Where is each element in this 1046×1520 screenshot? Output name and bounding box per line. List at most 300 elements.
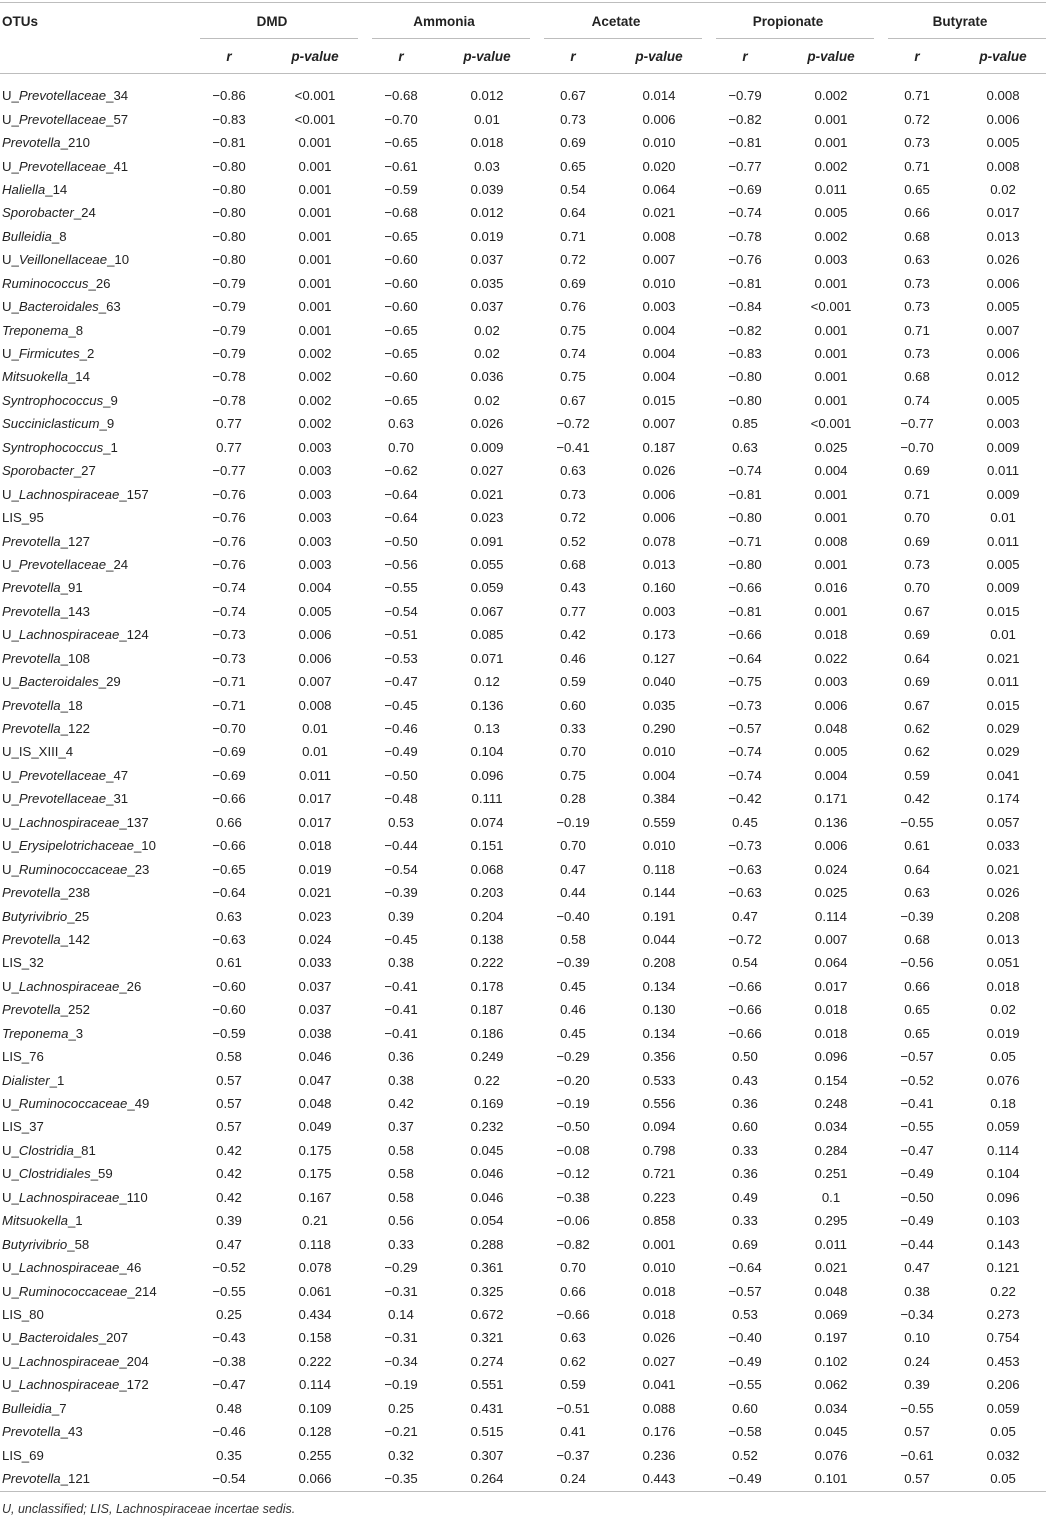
butyrate-r-cell: 0.63 [904, 885, 930, 901]
butyrate-p-value-cell: 0.015 [986, 697, 1020, 713]
otu-suffix: _172 [119, 1377, 149, 1393]
butyrate-r-cell: 0.10 [904, 1330, 930, 1346]
acetate-p-value-cell: 0.003 [642, 603, 676, 619]
propionate-p-value-cell: 0.011 [815, 181, 848, 197]
otu-suffix: _214 [127, 1283, 157, 1299]
otu-name [0, 1022, 186, 1045]
otu-taxon: Lachnospiraceae [18, 1353, 120, 1369]
propionate-p-value-cell: 0.003 [814, 252, 848, 268]
acetate-p-value-cell: 0.006 [642, 486, 676, 502]
propionate-r-cell: 0.36 [732, 1096, 758, 1112]
ammonia-r-cell: 0.53 [388, 814, 414, 830]
acetate-p-value-cell: 0.018 [642, 1283, 676, 1299]
propionate-r-cell: 0.47 [732, 908, 758, 924]
otu-suffix: _14 [67, 369, 90, 385]
acetate-r-cell: −0.72 [556, 416, 590, 432]
dmd-r-cell: −0.80 [212, 252, 246, 268]
otu-taxon: Prevotellaceae [18, 111, 107, 127]
otu-prefix: LIS_32 [2, 955, 44, 971]
butyrate-r-cell: 0.70 [904, 580, 930, 596]
otu-suffix: _23 [127, 861, 150, 877]
otu-name [0, 1350, 186, 1373]
butyrate-p-value-cell: 0.01 [990, 627, 1016, 643]
otu-name [0, 1139, 186, 1162]
propionate-p-value-cell: 0.004 [814, 767, 848, 783]
ammonia-r-cell: −0.41 [384, 1025, 418, 1041]
acetate-r-cell: 0.68 [560, 556, 586, 572]
propionate-p-value-cell: 0.034 [814, 1119, 848, 1135]
acetate-p-value-cell: 0.290 [642, 721, 676, 737]
otu-prefix: LIS_69 [2, 1447, 44, 1463]
table-row [0, 1256, 1046, 1279]
otu-taxon: Sporobacter [2, 463, 74, 479]
acetate-r-cell: 0.70 [560, 744, 586, 760]
ammonia-r-cell: −0.41 [384, 978, 418, 994]
butyrate-r-cell: −0.57 [900, 1049, 934, 1065]
ammonia-p-value-cell: 0.037 [470, 299, 504, 315]
table-row [0, 389, 1046, 412]
propionate-r-cell: −0.78 [728, 228, 762, 244]
otu-prefix: U_IS_XIII_4 [2, 744, 74, 760]
acetate-r-cell: 0.69 [560, 135, 586, 151]
propionate-p-value-cell: 0.024 [814, 861, 848, 877]
table-row [0, 436, 1046, 459]
otu-taxon: Lachnospiraceae [18, 627, 120, 643]
otu-suffix: _137 [119, 814, 149, 830]
otu-suffix: _7 [51, 1400, 67, 1416]
otu-prefix: U_ [2, 111, 19, 127]
propionate-p-value-cell: <0.001 [810, 299, 852, 315]
table-row [0, 1279, 1046, 1302]
ammonia-r-cell: −0.31 [384, 1283, 418, 1299]
butyrate-r-cell: 0.73 [904, 299, 930, 315]
otu-taxon: Firmicutes [18, 346, 80, 362]
propionate-r-cell: −0.58 [728, 1424, 762, 1440]
acetate-r-cell: 0.77 [560, 603, 586, 619]
header-row-stats [0, 39, 1046, 74]
otu-taxon: Clostridia [18, 1142, 74, 1158]
dmd-r-cell: −0.63 [212, 931, 246, 947]
otu-name [0, 1373, 186, 1396]
ammonia-p-value-cell: 0.037 [470, 252, 504, 268]
dmd-r-cell: 0.48 [216, 1400, 242, 1416]
table-row [0, 764, 1046, 787]
acetate-r-cell: −0.50 [556, 1119, 590, 1135]
butyrate-p-value-cell: 0.021 [986, 650, 1020, 666]
ammonia-r-cell: −0.68 [384, 205, 418, 221]
p-value-header: p-value [616, 39, 702, 74]
acetate-p-value-cell: 0.088 [642, 1400, 676, 1416]
propionate-p-value-cell: 0.002 [814, 158, 848, 174]
acetate-r-cell: 0.63 [560, 1330, 586, 1346]
table-row [0, 1022, 1046, 1045]
otu-prefix: U_ [2, 1283, 19, 1299]
butyrate-p-value-cell: 0.057 [986, 814, 1020, 830]
propionate-r-cell: −0.80 [728, 369, 762, 385]
r-header: r [874, 39, 960, 74]
acetate-p-value-cell: 0.127 [642, 650, 676, 666]
otu-suffix: _24 [106, 556, 129, 572]
butyrate-p-value-cell: 0.011 [987, 674, 1020, 690]
butyrate-r-cell: 0.74 [904, 392, 930, 408]
p-value-header: p-value [960, 39, 1046, 74]
ammonia-r-cell: −0.47 [384, 674, 418, 690]
propionate-r-cell: −0.57 [728, 721, 762, 737]
dmd-r-cell: −0.52 [212, 1260, 246, 1276]
acetate-p-value-cell: 0.173 [642, 627, 676, 643]
otu-prefix: LIS_80 [2, 1306, 44, 1322]
propionate-r-cell: −0.80 [728, 510, 762, 526]
ammonia-r-cell: 0.63 [388, 416, 414, 432]
otu-prefix: LIS_37 [2, 1119, 44, 1135]
otu-name [0, 1279, 186, 1302]
otu-name [0, 154, 186, 177]
otu-taxon: Ruminococcus [2, 275, 89, 291]
otu-name [0, 295, 186, 318]
ammonia-p-value-cell: 0.672 [470, 1306, 504, 1322]
table-row [0, 1092, 1046, 1115]
ammonia-p-value-cell: 0.02 [474, 392, 500, 408]
acetate-p-value-cell: 0.026 [642, 1330, 676, 1346]
otu-taxon: Prevotella [2, 580, 61, 596]
dmd-p-value-cell: 0.003 [298, 486, 332, 502]
dmd-r-cell: −0.69 [212, 767, 246, 783]
dmd-r-cell: 0.39 [216, 1213, 242, 1229]
ammonia-r-cell: 0.25 [388, 1400, 414, 1416]
butyrate-r-cell: −0.50 [900, 1189, 934, 1205]
propionate-r-cell: 0.54 [732, 955, 758, 971]
otu-suffix: _41 [106, 158, 129, 174]
propionate-p-value-cell: 0.001 [814, 392, 848, 408]
ammonia-r-cell: −0.60 [384, 369, 418, 385]
otu-suffix: _58 [67, 1236, 90, 1252]
acetate-p-value-cell: 0.556 [642, 1096, 676, 1112]
propionate-r-cell: 0.60 [732, 1400, 758, 1416]
r-header: r [702, 39, 788, 74]
propionate-p-value-cell: 0.069 [814, 1306, 848, 1322]
otu-suffix: _24 [73, 205, 96, 221]
dmd-p-value-cell: 0.006 [298, 627, 332, 643]
butyrate-r-cell: 0.47 [904, 1260, 930, 1276]
ammonia-r-cell: −0.48 [384, 791, 418, 807]
acetate-r-cell: −0.29 [556, 1049, 590, 1065]
dmd-p-value-cell: 0.002 [298, 416, 332, 432]
otu-name [0, 436, 186, 459]
table-row [0, 975, 1046, 998]
butyrate-r-cell: 0.62 [904, 721, 930, 737]
dmd-p-value-cell: 0.003 [298, 463, 332, 479]
propionate-r-cell: 0.33 [732, 1142, 758, 1158]
acetate-r-cell: 0.67 [560, 392, 586, 408]
propionate-r-cell: 0.33 [732, 1213, 758, 1229]
dmd-p-value-cell: 0.128 [298, 1424, 332, 1440]
butyrate-r-cell: 0.73 [904, 275, 930, 291]
acetate-r-cell: −0.19 [556, 814, 590, 830]
otu-taxon: Bacteroidales [18, 299, 99, 315]
ammonia-p-value-cell: 0.151 [470, 838, 504, 854]
dmd-r-cell: −0.78 [212, 369, 246, 385]
otu-prefix: U_ [2, 627, 19, 643]
ammonia-p-value-cell: 0.012 [470, 205, 504, 221]
group-header-acetate: Acetate [530, 3, 702, 40]
propionate-p-value-cell: 0.018 [814, 1025, 848, 1041]
otu-suffix: _46 [119, 1260, 142, 1276]
ammonia-p-value-cell: 0.169 [470, 1096, 504, 1112]
propionate-r-cell: 0.85 [732, 416, 758, 432]
acetate-p-value-cell: 0.006 [642, 111, 676, 127]
butyrate-p-value-cell: 0.104 [986, 1166, 1020, 1182]
otu-name [0, 389, 186, 412]
butyrate-r-cell: 0.68 [904, 931, 930, 947]
otu-taxon: Prevotella [2, 1002, 61, 1018]
propionate-p-value-cell: 0.101 [788, 1467, 874, 1492]
acetate-r-cell: 0.76 [560, 299, 586, 315]
ammonia-r-cell: −0.65 [384, 322, 418, 338]
ammonia-p-value-cell: 0.055 [470, 556, 504, 572]
otu-name [0, 998, 186, 1021]
butyrate-r-cell: 0.68 [904, 228, 930, 244]
propionate-p-value-cell: 0.001 [814, 510, 848, 526]
propionate-r-cell: −0.66 [728, 580, 762, 596]
ammonia-p-value-cell: 0.023 [470, 510, 504, 526]
butyrate-p-value-cell: 0.009 [986, 486, 1020, 502]
acetate-r-cell: 0.66 [560, 1283, 586, 1299]
acetate-r-cell: 0.75 [560, 767, 586, 783]
otu-taxon: Prevotella [2, 533, 61, 549]
acetate-p-value-cell: 0.533 [642, 1072, 676, 1088]
dmd-p-value-cell: 0.175 [298, 1142, 332, 1158]
ammonia-r-cell: −0.50 [384, 533, 418, 549]
ammonia-r-cell: 0.38 [388, 955, 414, 971]
r-header: r [530, 39, 616, 74]
table-row [0, 834, 1046, 857]
propionate-r-cell: 0.45 [732, 814, 758, 830]
propionate-p-value-cell: 0.062 [814, 1377, 848, 1393]
ammonia-r-cell: −0.39 [384, 885, 418, 901]
acetate-p-value-cell: 0.004 [642, 322, 676, 338]
otu-suffix: _57 [106, 111, 129, 127]
acetate-r-cell: 0.46 [560, 650, 586, 666]
table-row [0, 482, 1046, 505]
propionate-p-value-cell: 0.001 [814, 556, 848, 572]
dmd-p-value-cell: 0.21 [302, 1213, 328, 1229]
otu-name [0, 693, 186, 716]
dmd-p-value-cell: 0.007 [298, 674, 332, 690]
otu-suffix: _26 [119, 978, 142, 994]
dmd-p-value-cell: 0.038 [298, 1025, 332, 1041]
acetate-p-value-cell: 0.004 [642, 767, 676, 783]
acetate-r-cell: 0.43 [560, 580, 586, 596]
propionate-r-cell: −0.69 [728, 181, 762, 197]
otu-name [0, 600, 186, 623]
dmd-p-value-cell: 0.047 [298, 1072, 332, 1088]
acetate-r-cell: 0.62 [560, 1353, 586, 1369]
acetate-p-value-cell: 0.176 [642, 1424, 676, 1440]
acetate-r-cell: 0.45 [560, 1025, 586, 1041]
acetate-p-value-cell: 0.384 [642, 791, 676, 807]
table-row [0, 1467, 1046, 1492]
otu-taxon: Treponema [2, 322, 69, 338]
dmd-p-value-cell: 0.001 [298, 135, 332, 151]
otu-suffix: _47 [106, 767, 129, 783]
acetate-p-value-cell: 0.721 [642, 1166, 676, 1182]
butyrate-p-value-cell: 0.174 [986, 791, 1020, 807]
butyrate-p-value-cell: 0.006 [986, 346, 1020, 362]
dmd-p-value-cell: 0.001 [298, 322, 332, 338]
dmd-r-cell: 0.25 [216, 1306, 242, 1322]
dmd-p-value-cell: 0.001 [298, 275, 332, 291]
otu-name [0, 412, 186, 435]
butyrate-p-value-cell: 0.01 [990, 510, 1016, 526]
otu-prefix: U_ [2, 861, 19, 877]
dmd-p-value-cell: 0.002 [298, 346, 332, 362]
dmd-p-value-cell: 0.003 [298, 439, 332, 455]
otu-name [0, 881, 186, 904]
otu-suffix: _3 [68, 1025, 84, 1041]
otu-name [0, 201, 186, 224]
otu-suffix: _18 [60, 697, 83, 713]
otu-name [0, 576, 186, 599]
acetate-p-value-cell: 0.236 [642, 1447, 676, 1463]
table-row [0, 131, 1046, 154]
butyrate-r-cell: 0.65 [904, 1025, 930, 1041]
acetate-r-cell: −0.06 [556, 1213, 590, 1229]
propionate-p-value-cell: 0.005 [814, 205, 848, 221]
r-header: r [358, 39, 444, 74]
butyrate-r-cell: 0.71 [904, 88, 930, 104]
propionate-r-cell: 0.43 [732, 1072, 758, 1088]
dmd-r-cell: −0.55 [212, 1283, 246, 1299]
ammonia-r-cell: −0.54 [384, 861, 418, 877]
propionate-p-value-cell: 0.102 [814, 1353, 848, 1369]
butyrate-p-value-cell: 0.059 [986, 1400, 1020, 1416]
acetate-r-cell: 0.71 [560, 228, 586, 244]
butyrate-r-cell: 0.71 [904, 158, 930, 174]
acetate-p-value-cell: 0.094 [642, 1119, 676, 1135]
propionate-r-cell: −0.79 [728, 88, 762, 104]
otu-taxon: Prevotella [2, 603, 61, 619]
butyrate-p-value-cell: 0.114 [987, 1142, 1020, 1158]
acetate-p-value-cell: 0.035 [642, 697, 676, 713]
otu-name [0, 107, 186, 130]
otu-suffix: _49 [127, 1096, 150, 1112]
propionate-r-cell: −0.83 [728, 346, 762, 362]
table-row [0, 904, 1046, 927]
dmd-p-value-cell: 0.008 [298, 697, 332, 713]
propionate-p-value-cell: 0.064 [814, 955, 848, 971]
dmd-p-value-cell: 0.004 [298, 580, 332, 596]
otu-name [0, 1162, 186, 1185]
butyrate-p-value-cell: 0.041 [986, 767, 1020, 783]
butyrate-r-cell: 0.42 [904, 791, 930, 807]
ammonia-r-cell: −0.60 [384, 275, 418, 291]
propionate-r-cell: −0.64 [728, 650, 762, 666]
otu-name [0, 834, 186, 857]
otu-name [0, 1232, 186, 1255]
dmd-r-cell: −0.78 [212, 392, 246, 408]
otu-suffix: _143 [60, 603, 90, 619]
dmd-r-cell: 0.61 [216, 955, 242, 971]
acetate-r-cell: 0.72 [560, 510, 586, 526]
dmd-p-value-cell: 0.019 [298, 861, 332, 877]
acetate-r-cell: 0.73 [560, 111, 586, 127]
butyrate-p-value-cell: 0.021 [986, 861, 1020, 877]
butyrate-r-cell: −0.61 [900, 1447, 934, 1463]
propionate-p-value-cell: 0.001 [814, 603, 848, 619]
dmd-p-value-cell: 0.01 [302, 744, 328, 760]
butyrate-p-value-cell: 0.05 [990, 1424, 1016, 1440]
acetate-p-value-cell: 0.798 [642, 1142, 676, 1158]
dmd-r-cell: −0.66 [212, 838, 246, 854]
table-row [0, 1139, 1046, 1162]
ammonia-p-value-cell: 0.019 [470, 228, 504, 244]
otu-taxon: Lachnospiraceae [18, 978, 120, 994]
acetate-r-cell: 0.60 [560, 697, 586, 713]
propionate-p-value-cell: 0.136 [814, 814, 848, 830]
otu-prefix: U_ [2, 1189, 19, 1205]
acetate-r-cell: 0.74 [560, 346, 586, 362]
dmd-r-cell: −0.59 [212, 1025, 246, 1041]
otu-suffix: _14 [45, 181, 68, 197]
otu-name [0, 272, 186, 295]
propionate-p-value-cell: 0.021 [814, 1260, 848, 1276]
otu-suffix: _10 [133, 838, 156, 854]
dmd-r-cell: −0.76 [212, 556, 246, 572]
butyrate-r-cell: 0.71 [904, 486, 930, 502]
otu-suffix: _10 [107, 252, 130, 268]
acetate-r-cell: 0.75 [560, 322, 586, 338]
otu-prefix: U_ [2, 158, 19, 174]
acetate-p-value-cell: 0.010 [642, 744, 676, 760]
otu-name [0, 1420, 186, 1443]
otu-name [0, 764, 186, 787]
otu-prefix: U_ [2, 346, 19, 362]
otu-suffix: _121 [60, 1471, 90, 1487]
otu-taxon: Veillonellaceae [18, 252, 108, 268]
otu-name [0, 740, 186, 763]
otu-taxon: Lachnospiraceae [18, 1260, 120, 1276]
table-row [0, 342, 1046, 365]
table-row [0, 600, 1046, 623]
otu-suffix: _2 [79, 346, 95, 362]
propionate-p-value-cell: 0.096 [814, 1049, 848, 1065]
ammonia-p-value-cell: 0.136 [470, 697, 504, 713]
propionate-r-cell: −0.66 [728, 978, 762, 994]
dmd-p-value-cell: 0.01 [302, 721, 328, 737]
dmd-p-value-cell: 0.167 [298, 1189, 332, 1205]
acetate-p-value-cell: 0.041 [642, 1377, 676, 1393]
butyrate-r-cell: −0.34 [900, 1306, 934, 1322]
p-value-header: p-value [788, 39, 874, 74]
butyrate-r-cell: 0.57 [904, 1424, 930, 1440]
otu-suffix: _142 [60, 931, 90, 947]
acetate-p-value-cell: 0.134 [642, 1025, 676, 1041]
otu-prefix: LIS_76 [2, 1049, 44, 1065]
table-body [0, 74, 1046, 1492]
butyrate-r-cell: 0.59 [904, 767, 930, 783]
ammonia-p-value-cell: 0.13 [474, 721, 500, 737]
ammonia-r-cell: −0.59 [384, 181, 418, 197]
propionate-r-cell: 0.69 [732, 1236, 758, 1252]
acetate-p-value-cell: 0.044 [642, 931, 676, 947]
butyrate-r-cell: 0.71 [904, 322, 930, 338]
acetate-r-cell: 0.28 [560, 791, 586, 807]
propionate-r-cell: −0.66 [728, 1002, 762, 1018]
otu-taxon: Prevotella [2, 1471, 61, 1487]
propionate-r-cell: −0.63 [728, 861, 762, 877]
acetate-r-cell: 0.33 [560, 721, 586, 737]
dmd-p-value-cell: 0.048 [298, 1096, 332, 1112]
